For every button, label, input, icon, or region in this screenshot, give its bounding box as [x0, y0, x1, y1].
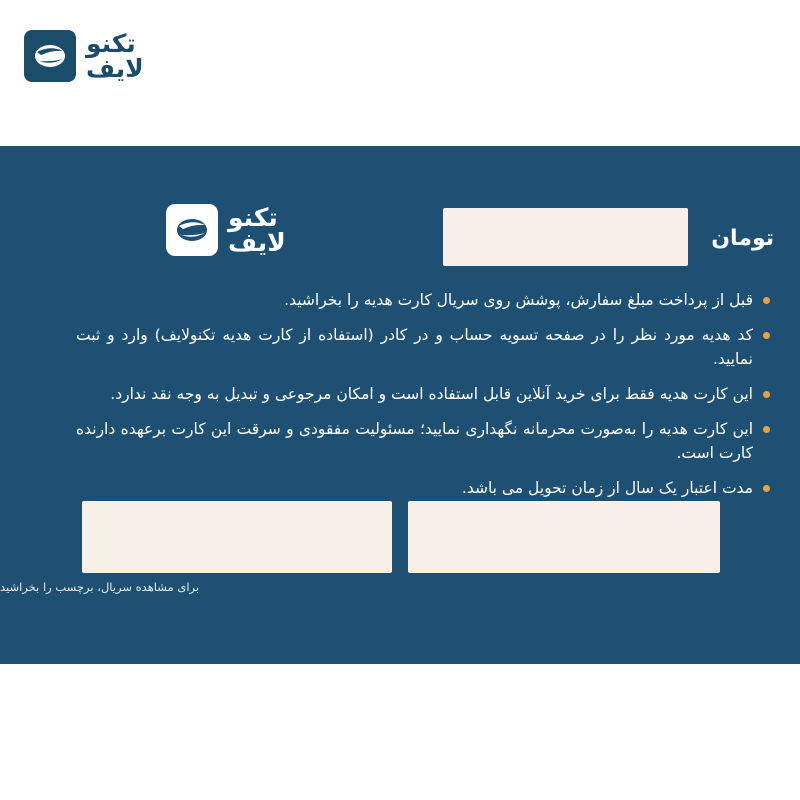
card-brand-word-top: تکنو	[228, 202, 278, 232]
bullet-dot-icon	[763, 391, 770, 398]
note-text: این کارت هدیه فقط برای خرید آنلاین قابل استفاده است و امکان مرجوعی و تبدیل به وجه نقد ندارد.	[110, 385, 753, 404]
technolife-mark-icon	[166, 204, 218, 256]
note-text: این کارت هدیه را به‌صورت محرمانه نگهداری نمایید؛ مسئولیت مفقودی و سرقت این کارت برعهده دارنده کارت است.	[76, 420, 753, 463]
brand-word-bottom: لایف	[86, 54, 144, 83]
card-brand-logo	[166, 204, 286, 256]
gift-card	[0, 146, 800, 664]
list-item	[76, 382, 770, 406]
card-notes-list	[76, 288, 770, 511]
note-text: کد هدیه مورد نظر را در صفحه تسویه حساب و در کادر (استفاده از کارت هدیه تکنولایف) وارد و ثبت نمایید.	[76, 326, 753, 369]
list-item	[76, 323, 770, 371]
card-brand-word-bottom: لایف	[228, 228, 286, 257]
card-brand-wordmark	[228, 202, 286, 257]
brand-wordmark	[86, 28, 144, 83]
note-text: قبل از پرداخت مبلغ سفارش، پوشش روی سریال کارت هدیه را بخراشید.	[284, 291, 753, 309]
note-text: مدت اعتبار یک سال از زمان تحویل می باشد.	[461, 479, 753, 498]
brand-logo	[24, 30, 144, 82]
list-item	[76, 476, 770, 500]
bullet-dot-icon	[763, 485, 770, 492]
brand-word-top: تکنو	[86, 28, 136, 58]
bullet-dot-icon	[763, 426, 770, 433]
technolife-mark-icon	[24, 30, 76, 82]
scratch-panel-left[interactable]	[82, 501, 392, 573]
scratch-caption	[0, 580, 720, 594]
amount-value-field[interactable]	[443, 208, 688, 266]
card-header	[0, 204, 800, 284]
scratch-panel-right[interactable]	[408, 501, 720, 573]
header-brand	[0, 26, 800, 136]
amount-label: تومان	[711, 226, 774, 251]
list-item	[76, 417, 770, 465]
bullet-dot-icon	[763, 297, 770, 304]
list-item	[76, 288, 770, 312]
bullet-dot-icon	[763, 332, 770, 339]
scratch-caption-text: برای مشاهده سریال، برچسب را بخراشید	[0, 580, 200, 594]
